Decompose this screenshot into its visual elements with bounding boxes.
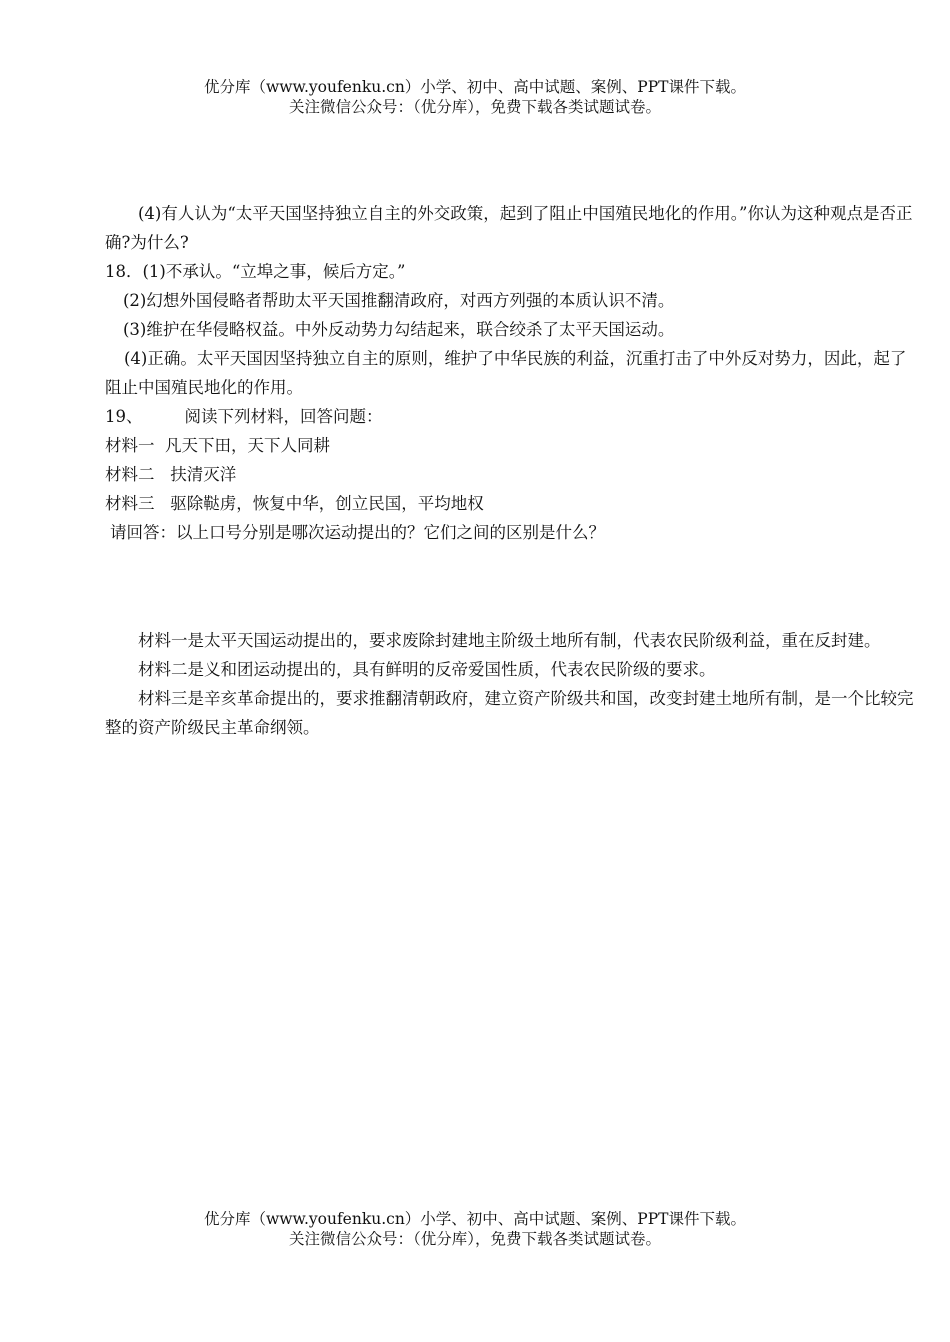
- header-line-2: 关注微信公众号：（优分库），免费下载各类试题试卷。: [288, 98, 661, 116]
- answer-18-part-1: 18．(1)不承认。“立埠之事，候后方定。”: [105, 262, 406, 281]
- footer-line-1: 优分库（www.youfenku.cn）小学、初中、高中试题、案例、PPT课件下载。: [203, 1210, 747, 1228]
- question-17-part-4: (4)有人认为“太平天国坚持独立自主的外交政策，起到了阻止中国殖民地化的作用。”你认为这种观点是否正确?为什么?: [105, 204, 913, 252]
- questions-block: [105, 199, 915, 547]
- material-2: 材料二 扶清灭洋: [105, 465, 237, 484]
- material-3: 材料三 驱除鞑虏，恢复中华，创立民国，平均地权: [105, 494, 484, 513]
- answer-19-block: [105, 626, 915, 742]
- page-header: [0, 77, 950, 117]
- page-footer: [0, 1209, 950, 1249]
- question-19-intro: 19、 阅读下列材料，回答问题：: [105, 407, 383, 426]
- answer-19-material-1: 材料一是太平天国运动提出的，要求废除封建地主阶级土地所有制，代表农民阶级利益，重在反封建。: [138, 631, 881, 650]
- footer-line-2: 关注微信公众号：（优分库），免费下载各类试题试卷。: [288, 1230, 661, 1248]
- material-1: 材料一 凡天下田，天下人同耕: [105, 436, 330, 455]
- answer-19-material-2: 材料二是义和团运动提出的，具有鲜明的反帝爱国性质，代表农民阶级的要求。: [138, 660, 716, 679]
- answer-19-material-3: 材料三是辛亥革命提出的，要求推翻清朝政府，建立资产阶级共和国，改变封建土地所有制，是一个比较完整的资产阶级民主革命纲领。: [105, 689, 914, 737]
- answer-18-part-3: (3)维护在华侵略权益。中外反动势力勾结起来，联合绞杀了太平天国运动。: [123, 320, 675, 339]
- answer-18-part-2: (2)幻想外国侵略者帮助太平天国推翻清政府，对西方列强的本质认识不清。: [123, 291, 675, 310]
- header-line-1: 优分库（www.youfenku.cn）小学、初中、高中试题、案例、PPT课件下载。: [203, 78, 747, 96]
- answer-18-part-4: (4)正确。太平天国因坚持独立自主的原则，维护了中华民族的利益，沉重打击了中外反对势力，因此，起了阻止中国殖民地化的作用。: [105, 349, 907, 397]
- question-19-prompt: 请回答：以上口号分别是哪次运动提出的？它们之间的区别是什么？: [110, 523, 605, 542]
